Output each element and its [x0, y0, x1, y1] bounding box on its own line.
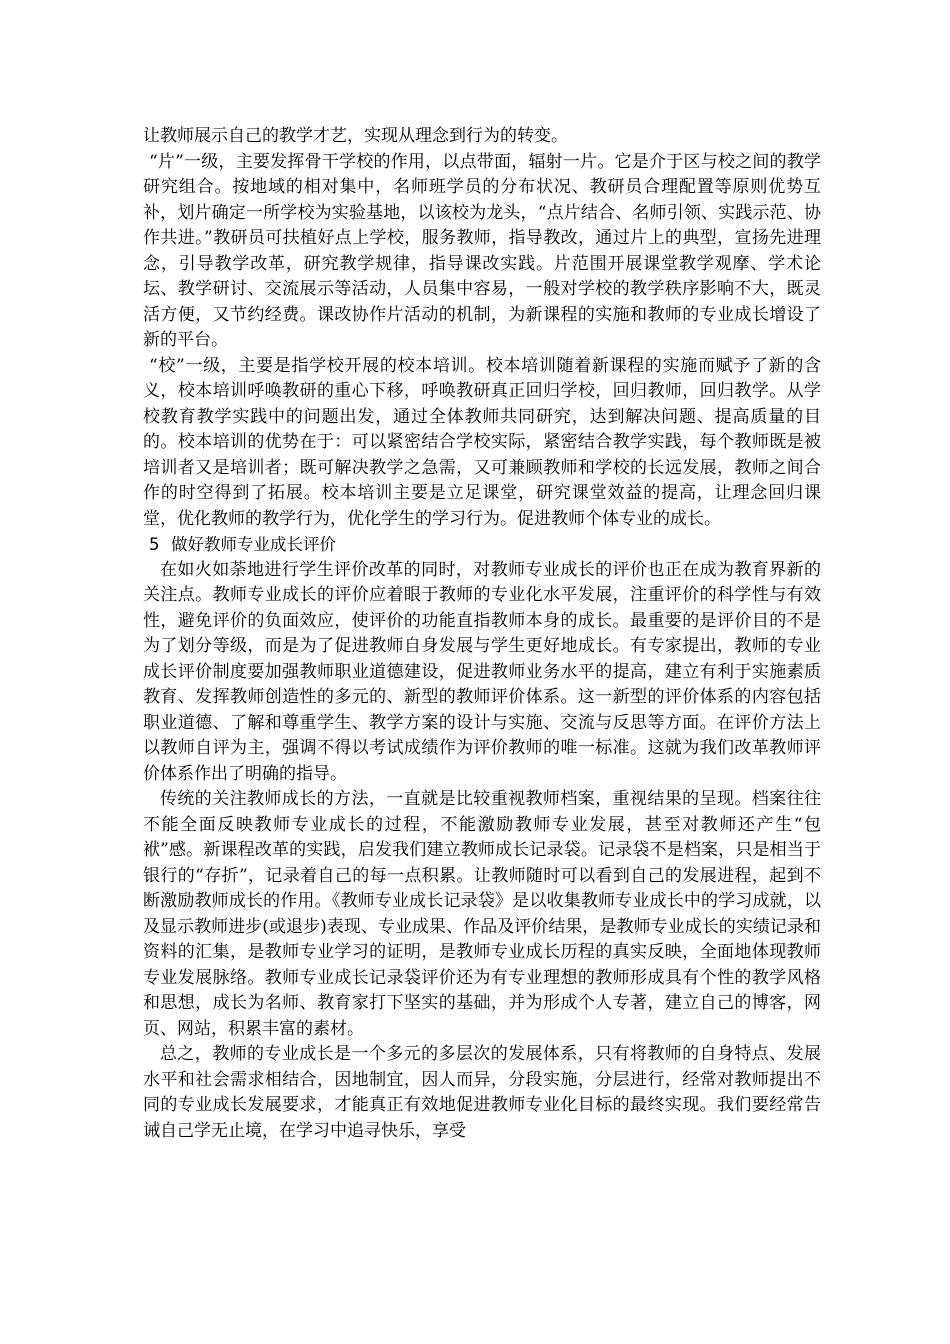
- section-title: 做好教师专业成长评价: [171, 535, 336, 554]
- paragraph-intro-continuation: 让教师展示自己的教学才艺，实现从理念到行为的转变。: [143, 126, 568, 146]
- paragraph-evaluation: 在如火如荼地进行学生评价改革的同时，对教师专业成长的评价也正在成为教育界新的关注点。教师专业成长的评价应着眼于教师的专业化水平发展，注重评价的科学性与有效性，避免评价的负面效应，使评价的功能直指教师本身的成长。最重要的是评价目的不是为了划分等级，而是为了促进教师自身发展与学生更好地成长。有专家提出，教师的专业成长评价制度要加强教师职业道德建设，促进教师业务水平的提高，建立有利于实施素质教育、发挥教师创造性的多元的、新型的教师评价体系。这一新型的评价体系的内容包括职业道德、了解和尊重学生、教学方案的设计与实施、交流与反思等方面。在评价方法上以教师自评为主，强调不得以考试成绩作为评价教师的唯一标准。这就为我们改革教师评价体系作出了明确的指导。: [143, 559, 821, 784]
- document-body: [143, 124, 821, 1144]
- section-heading: [143, 532, 821, 558]
- paragraph-xiao-level: “校”一级，主要是指学校开展的校本培训。校本培训随着新课程的实施而赋予了新的含义，校本培训呼唤教研的重心下移，呼唤教研真正回归学校，回归教师，回归教学。从学校教育教学实践中的问题出发，通过全体教师共同研究，达到解决问题、提高质量的目的。校本培训的优势在于：可以紧密结合学校实际，紧密结合教学实践，每个教师既是被培训者又是培训者；既可解决教学之急需，又可兼顾教师和学校的长远发展，教师之间合作的时空得到了拓展。校本培训主要是立足课堂，研究课堂效益的提高，让理念回归课堂，优化教师的教学行为，优化学生的学习行为。促进教师个体专业的成长。: [143, 355, 821, 529]
- paragraph-conclusion: 总之，教师的专业成长是一个多元的多层次的发展体系，只有将教师的自身特点、发展水平和社会需求相结合，因地制宜，因人而异，分段实施，分层进行，经常对教师提出不同的专业成长发展要求，才能真正有效地促进教师专业化目标的最终实现。我们要经常告诫自己学无止境，在学习中追寻快乐，享受: [143, 1044, 821, 1141]
- section-number: 5: [149, 535, 160, 554]
- paragraph-pian-level: “片”一级，主要发挥骨干学校的作用，以点带面，辐射一片。它是介于区与校之间的教学研究组合。按地域的相对集中，名师班学员的分布状况、教研员合理配置等原则优势互补，划片确定一所学校为实验基地，以该校为龙头，“点片结合、名师引领、实践示范、协作共进。”教研员可扶植好点上学校，服务教师，指导教改，通过片上的典型，宣扬先进理念，引导教学改革，研究教学规律，指导课改实践。片范围开展课堂教学观摩、学术论坛、教学研讨、交流展示等活动，人员集中容易，一般对学校的教学秩序影响不大，既灵活方便，又节约经费。课改协作片活动的机制，为新课程的实施和教师的专业成长增设了新的平台。: [143, 151, 821, 350]
- paragraph-portfolio: 传统的关注教师成长的方法，一直就是比较重视教师档案，重视结果的呈现。档案往往不能全面反映教师专业成长的过程，不能激励教师专业发展，甚至对教师还产生“包袱”感。新课程改革的实践，启发我们建立教师成长记录袋。记录袋不是档案，只是相当于银行的“存折”，记录着自己的每一点积累。让教师随时可以看到自己的发展进程，起到不断激励教师成长的作用。《教师专业成长记录袋》是以收集教师专业成长中的学习成就，以及显示教师进步(或退步)表现、专业成果、作品及评价结果，是教师专业成长的实绩记录和资料的汇集，是教师专业学习的证明，是教师专业成长历程的真实反映，全面地体现教师专业发展脉络。教师专业成长记录袋评价还为有专业理想的教师形成具有个性的教学风格和思想，成长为名师、教育家打下坚实的基础，并为形成个人专著，建立自己的博客，网页、网站，积累丰富的素材。: [143, 789, 821, 1039]
